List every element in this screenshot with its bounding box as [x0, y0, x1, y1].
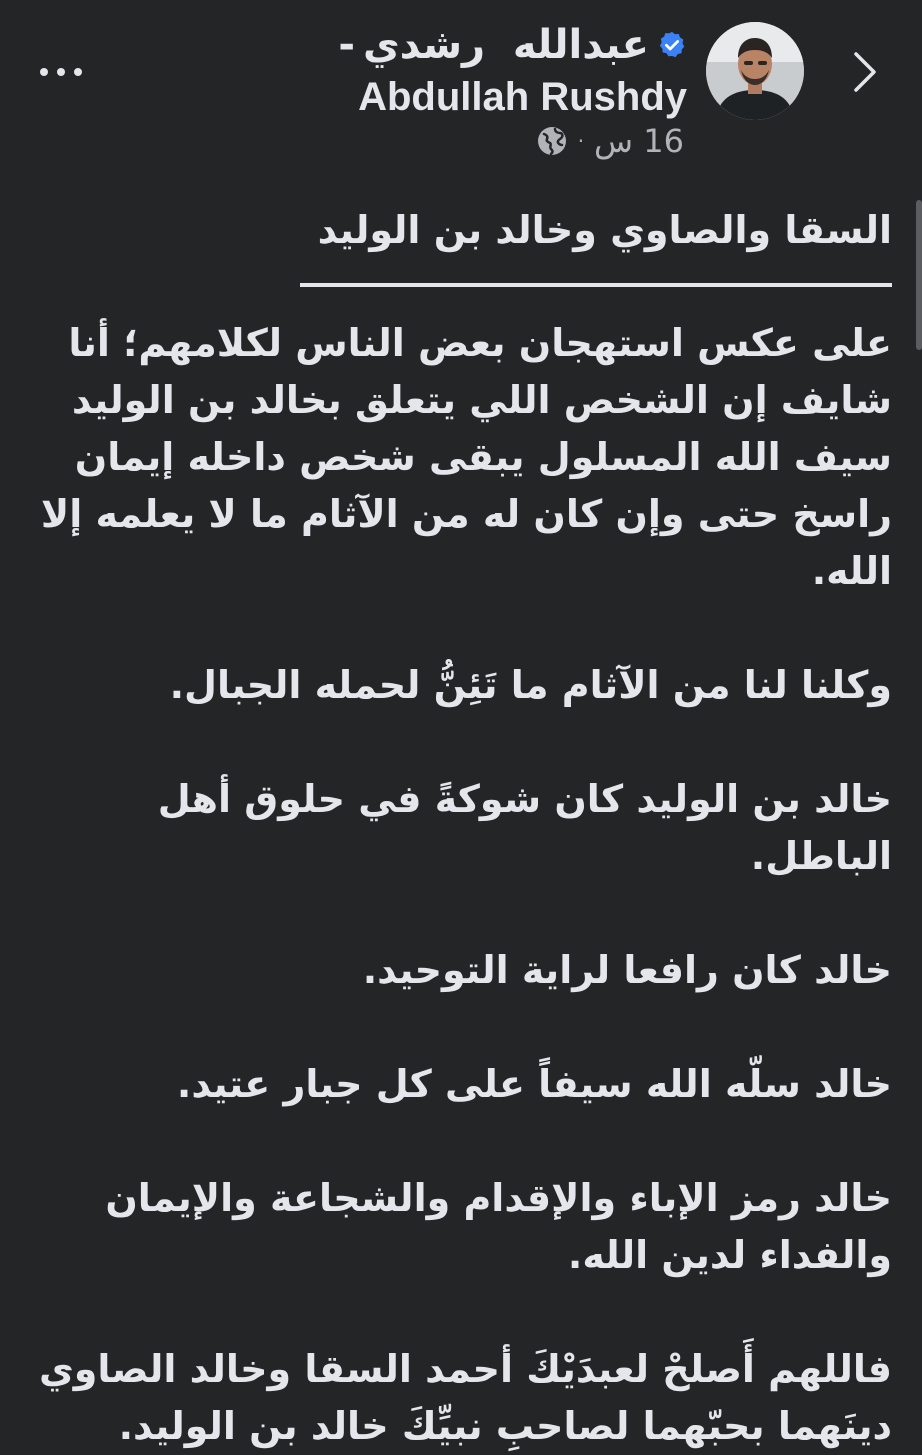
post-title: السقا والصاوي وخالد بن الوليد	[317, 208, 892, 252]
post-paragraph: فاللهم أَصلحْ لعبدَيْكَ أحمد السقا وخالد الصاوي دينَهما بحبّهما لصاحبِ نبيِّكَ خالد بن الوليد.	[38, 1347, 892, 1448]
post-paragraph: خالد كان رافعا لراية التوحيد.	[362, 948, 892, 992]
author-name-english[interactable]: Abdullah Rushdy	[358, 75, 687, 119]
post-paragraph: خالد سلّه الله سيفاً على كل جبار عتيد.	[176, 1062, 892, 1106]
post-timestamp[interactable]: 16 س	[594, 122, 684, 160]
post-body	[30, 195, 892, 1455]
more-dot-icon	[57, 68, 65, 76]
author-name-arabic[interactable]: عبدالله رشدي	[362, 22, 649, 68]
more-dot-icon	[40, 68, 48, 76]
avatar-image	[706, 22, 804, 120]
globe-icon	[536, 125, 568, 157]
post-meta	[536, 122, 684, 160]
name-separator: -	[338, 22, 355, 68]
meta-separator: ·	[577, 129, 585, 153]
post-paragraph: خالد رمز الإباء والإقدام والشجاعة والإيمان والفداء لدين الله.	[105, 1176, 892, 1277]
author-block	[338, 20, 687, 122]
avatar[interactable]	[706, 22, 804, 120]
verified-badge-icon	[657, 30, 687, 60]
post-paragraph: على عكس استهجان بعض الناس لكلامهم؛ أنا شايف إن الشخص اللي يتعلق بخالد بن الوليد سيف الله المسلول يبقى شخص داخله إيمان راسخ حتى وإن كان له من الآثام ما لا يعلمه إلا الله.	[40, 321, 892, 593]
post-paragraph: خالد بن الوليد كان شوكةً في حلوق أهل الباطل.	[157, 777, 892, 878]
title-underline	[30, 265, 892, 305]
more-options-button[interactable]	[28, 52, 94, 92]
chevron-right-icon	[850, 50, 880, 94]
post-paragraph: وكلنا لنا من الآثام ما تَئِنُّ لحمله الجبال.	[169, 663, 892, 707]
post-header	[0, 0, 922, 175]
scrollbar[interactable]	[916, 200, 922, 350]
author-name-line[interactable]	[338, 20, 687, 70]
back-button[interactable]	[838, 40, 892, 104]
more-dot-icon	[74, 68, 82, 76]
